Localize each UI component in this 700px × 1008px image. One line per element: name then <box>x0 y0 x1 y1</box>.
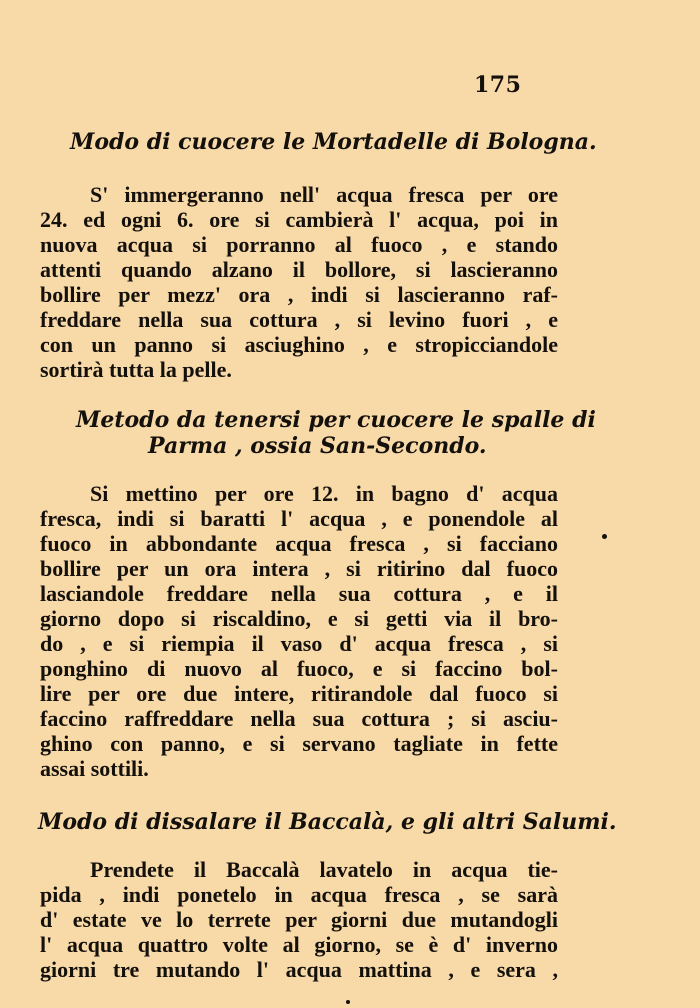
text-line: do , e si riempia il vaso d' acqua fresca , si <box>40 631 558 656</box>
text-line: Si mettino per ore 12. in bagno d' acqua <box>90 481 558 506</box>
text-line: giorno dopo si riscaldino, e si getti via il bro- <box>40 606 558 631</box>
text-line: ponghino di nuovo al fuoco, e si faccino bol- <box>40 656 558 681</box>
page-number: 175 <box>474 72 522 98</box>
section-body-mortadelle <box>40 182 558 382</box>
text-line: S' immergeranno nell' acqua fresca per ore <box>90 182 558 207</box>
text-line: bollire per un ora intera , si ritirino dal fuoco <box>40 556 558 581</box>
text-line: lire per ore due intere, ritirandole dal fuoco si <box>40 681 558 706</box>
text-line: Prendete il Baccalà lavatelo in acqua tie- <box>90 857 558 882</box>
text-line: attenti quando alzano il bollore, si lascieranno <box>40 257 558 282</box>
section-heading-baccala: Modo di dissalare il Baccalà, e gli altri Salumi. <box>38 809 617 835</box>
text-line: pida , indi ponetelo in acqua fresca , se sarà <box>40 882 558 907</box>
text-line: lasciandole freddare nella sua cottura , e il <box>40 581 558 606</box>
text-line: sortirà tutta la pelle. <box>40 357 232 382</box>
text-line: l' acqua quattro volte al giorno, se è d' inverno <box>40 932 558 957</box>
section-heading-mortadelle: Modo di cuocere le Mortadelle di Bologna. <box>70 129 597 155</box>
text-line: fresca, indi si baratti l' acqua , e ponendole al <box>40 506 558 531</box>
text-line: d' estate ve lo terrete per giorni due mutandogli <box>40 907 558 932</box>
ink-speck <box>602 534 607 539</box>
section-body-baccala <box>40 857 558 982</box>
text-line: nuova acqua si porranno al fuoco , e stando <box>40 232 558 257</box>
section-heading-spalle-line-2: Parma , ossia San-Secondo. <box>148 433 487 459</box>
section-body-spalle <box>40 481 558 781</box>
text-line: faccino raffreddare nella sua cottura ; si asciu- <box>40 706 558 731</box>
section-heading-spalle-line-1: Metodo da tenersi per cuocere le spalle di <box>76 407 596 433</box>
text-line: ghino con panno, e si servano tagliate in fette <box>40 731 558 756</box>
text-line: fuoco in abbondante acqua fresca , si facciano <box>40 531 558 556</box>
text-line: giorni tre mutando l' acqua mattina , e sera , <box>40 957 558 982</box>
text-line: 24. ed ogni 6. ore si cambierà l' acqua, poi in <box>40 207 558 232</box>
ink-speck <box>346 1000 350 1004</box>
text-line: assai sottili. <box>40 756 149 781</box>
text-line: freddare nella sua cottura , si levino fuori , e <box>40 307 558 332</box>
text-line: bollire per mezz' ora , indi si lascieranno raf- <box>40 282 558 307</box>
text-line: con un panno si asciughino , e stropicciandole <box>40 332 558 357</box>
